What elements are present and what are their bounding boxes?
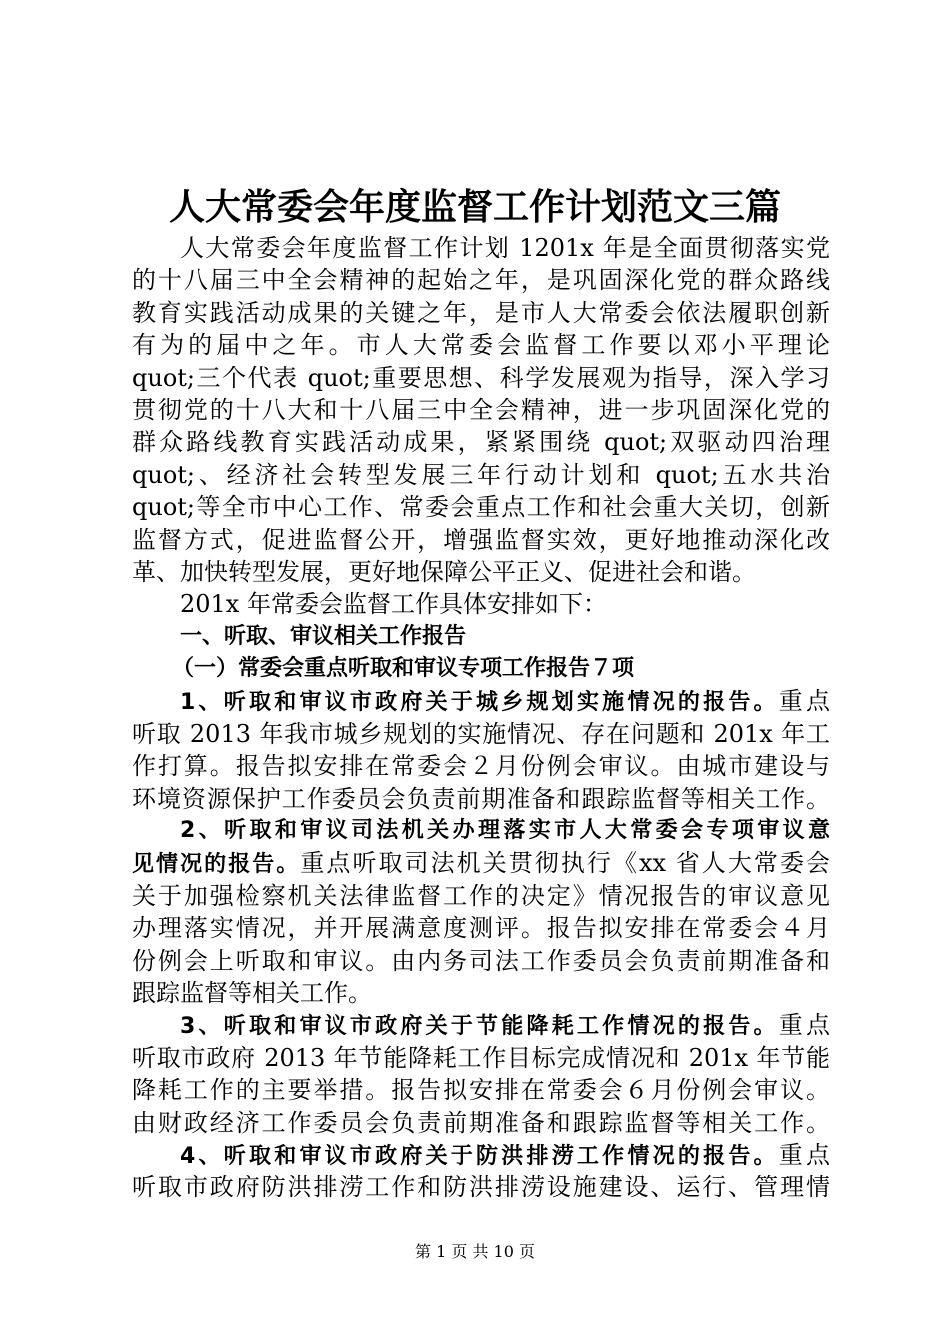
item-1-text: 重点 <box>778 687 830 716</box>
intro-line: 革、加快转型发展，更好地保障公平正义、促进社会和谐。 <box>132 557 756 586</box>
item-2-line: 关于加强检察机关法律监督工作的决定》情况报告的审议意见 <box>132 881 830 910</box>
item-3-line: 听取市政府 2013 年节能降耗工作目标完成情况和 201x 年节能 <box>132 1043 830 1072</box>
intro-line: 教育实践活动成果的关键之年，是市人大常委会依法履职创新 <box>132 298 830 327</box>
intro-line: quot;三个代表 quot;重要思想、科学发展观为指导，深入学习 <box>132 363 830 392</box>
item-3-line: 降耗工作的主要举措。报告拟安排在常委会６月份例会审议。 <box>132 1076 830 1105</box>
intro-line: quot;等全市中心工作、常委会重点工作和社会重大关切，创新 <box>132 493 830 522</box>
intro-line: 群众路线教育实践活动成果，紧紧围绕 quot;双驱动四治理 <box>132 428 830 457</box>
item-2-title-line: 2、听取和审议司法机关办理落实市人大常委会专项审议意 <box>180 818 830 844</box>
item-1-title: 1、听取和审议市政府关于城乡规划实施情况的报告。 <box>180 690 779 716</box>
item-2-text: 重点听取司法机关贯彻执行《xx 省人大常委会 <box>300 849 830 878</box>
item-2-second-line <box>132 847 830 879</box>
item-1-first-line <box>132 685 830 717</box>
item-2-title-end: 见情况的报告。 <box>132 852 301 878</box>
item-4-title: 4、听取和审议市政府关于防洪排涝工作情况的报告。 <box>180 1143 779 1169</box>
section-heading: 一、听取、审议相关工作报告 <box>180 623 467 649</box>
subsection-heading: （一）常委会重点听取和审议专项工作报告７项 <box>172 656 635 682</box>
page-footer: 第 1 页 共 10 页 <box>415 1242 535 1261</box>
intro-line: 的十八届三中全会精神的起始之年，是巩固深化党的群众路线 <box>132 266 830 295</box>
item-3-text: 重点 <box>778 1011 830 1040</box>
item-3-first-line <box>132 1009 830 1041</box>
item-4-line: 听取市政府防洪排涝工作和防洪排涝设施建设、运行、管理情 <box>132 1173 830 1202</box>
document-body <box>132 232 830 1204</box>
item-1-line: 听取 2013 年我市城乡规划的实施情况、存在问题和 201x 年工 <box>132 719 830 748</box>
item-2-line: 份例会上听取和审议。由内务司法工作委员会负责前期准备和 <box>132 946 830 975</box>
intro-line: 人大常委会年度监督工作计划 1201x 年是全面贯彻落实党 <box>180 234 830 262</box>
intro-line: 监督方式，促进监督公开，增强监督实效，更好地推动深化改 <box>132 525 830 554</box>
item-3-line: 由财政经济工作委员会负责前期准备和跟踪监督等相关工作。 <box>132 1108 830 1137</box>
document-title: 人大常委会年度监督工作计划范文三篇 <box>168 187 781 228</box>
item-2-line: 跟踪监督等相关工作。 <box>132 978 372 1007</box>
item-1-line: 环境资源保护工作委员会负责前期准备和跟踪监督等相关工作。 <box>132 784 830 813</box>
item-2-line: 办理落实情况，并开展满意度测评。报告拟安排在常委会４月 <box>132 914 830 943</box>
item-4-first-line <box>132 1139 830 1171</box>
intro-line: 贯彻党的十八大和十八届三中全会精神，进一步巩固深化党的 <box>132 395 830 424</box>
arrangement-line: 201x 年常委会监督工作具体安排如下： <box>180 590 607 619</box>
item-3-title: 3、听取和审议市政府关于节能降耗工作情况的报告。 <box>180 1014 779 1040</box>
item-4-text: 重点 <box>778 1140 830 1169</box>
item-1-line: 作打算。报告拟安排在常委会２月份例会审议。由城市建设与 <box>132 752 830 781</box>
intro-line: quot;、经济社会转型发展三年行动计划和 quot;五水共治 <box>132 460 830 489</box>
intro-line: 有为的届中之年。市人大常委会监督工作要以邓小平理论 <box>132 331 830 360</box>
